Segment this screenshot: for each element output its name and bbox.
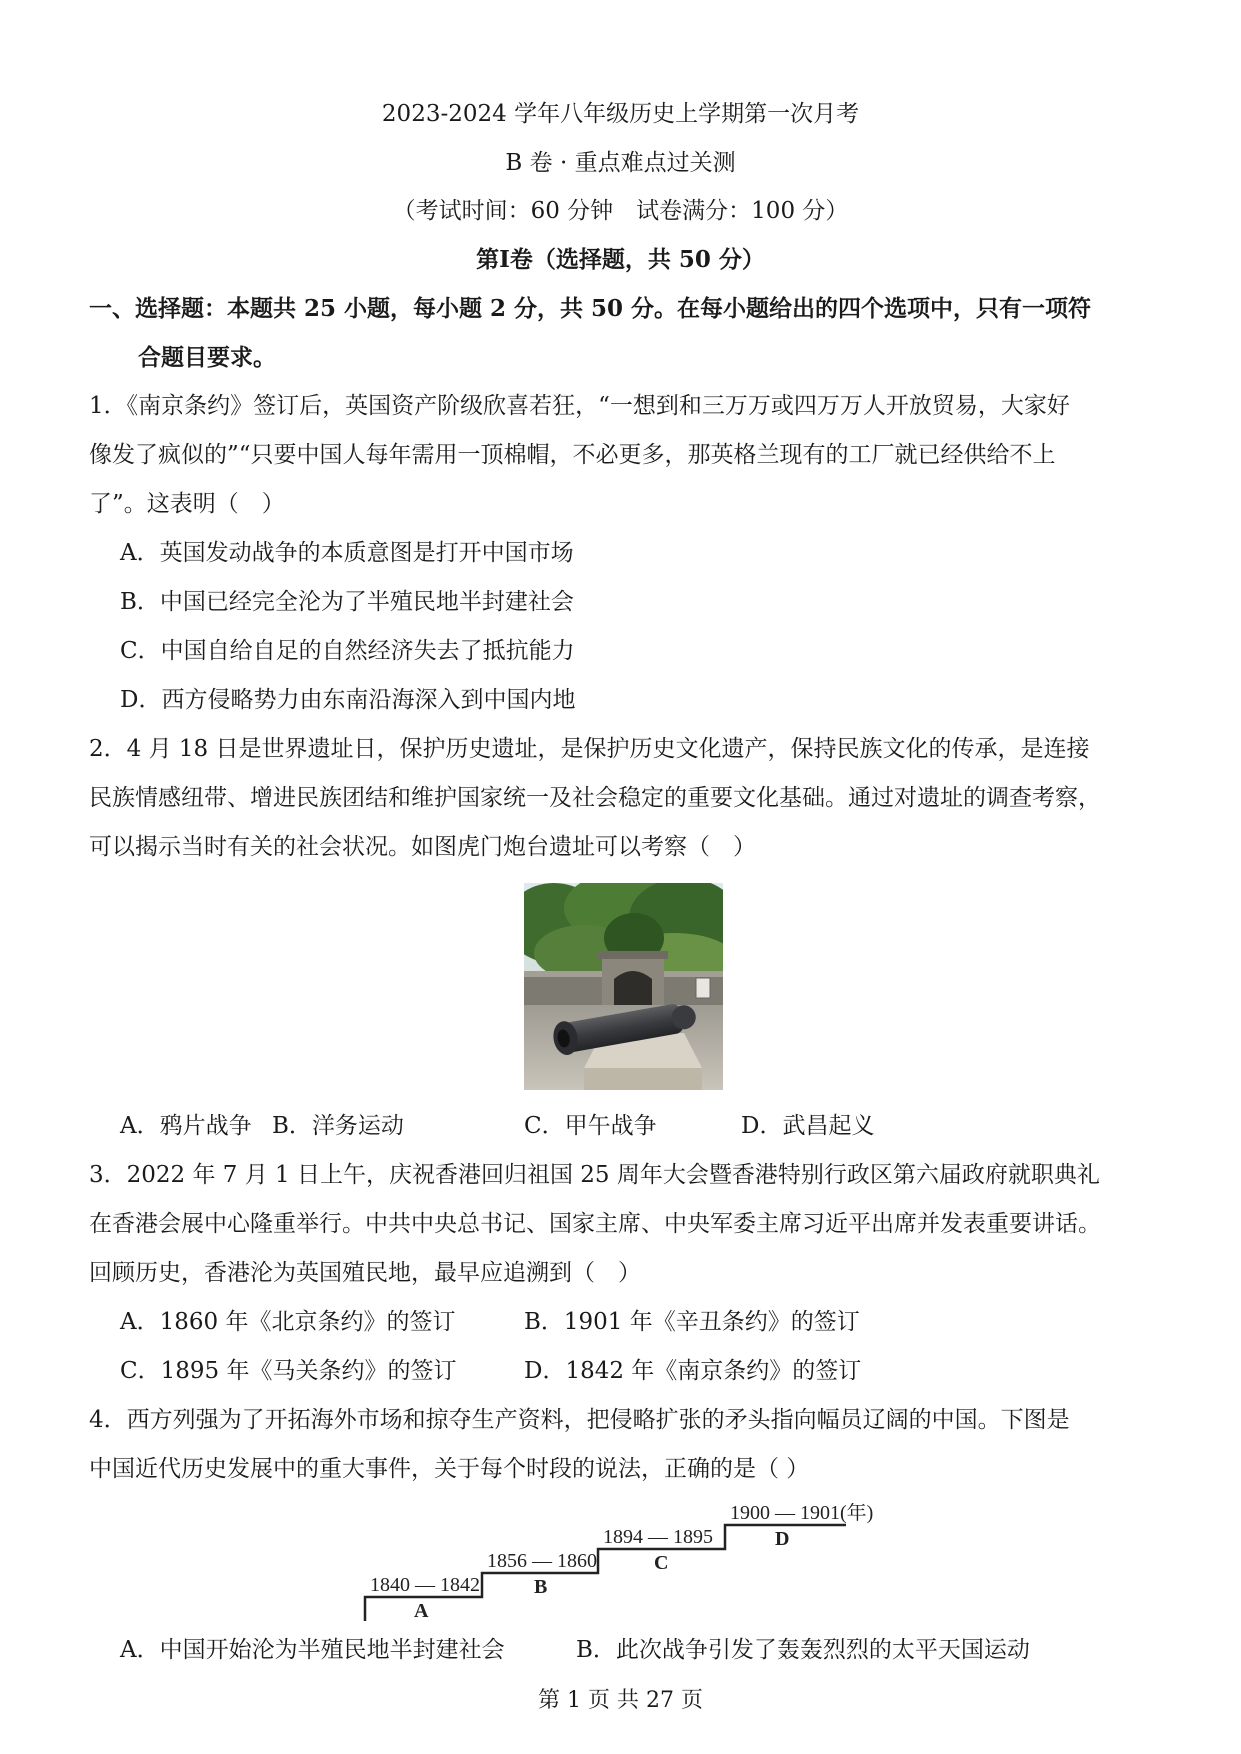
question-3-option-b[interactable]: B．1901 年《辛丑条约》的签订 [524,1309,860,1335]
section-title: 第Ⅰ卷（选择题，共 50 分） [476,246,765,273]
timeline-letter-b: B [534,1576,548,1598]
question-1-line-2: 像发了疯似的”“只要中国人每年需用一顶棉帽，不必更多，那英格兰现有的工厂就已经供给不上 [89,442,1056,468]
timeline-letter-c: C [654,1552,669,1574]
timeline-range-c: 1894 — 1895 [603,1526,713,1548]
question-2-option-d[interactable]: D．武昌起义 [741,1113,875,1139]
cannon-illustration [524,883,723,1090]
question-3-line-1: 3．2022 年 7 月 1 日上午，庆祝香港回归祖国 25 周年大会暨香港特别行政区第六届政府就职典礼 [89,1162,1100,1188]
question-4-line-2: 中国近代历史发展中的重大事件，关于每个时段的说法，正确的是（ ） [89,1456,810,1482]
exam-info: （考试时间：60 分钟 试卷满分：100 分） [392,198,849,224]
question-2-line-3: 可以揭示当时有关的社会状况。如图虎门炮台遗址可以考察（ ） [89,834,756,860]
timeline-range-a: 1840 — 1842 [370,1574,480,1596]
page-number: 第 1 页 共 27 页 [538,1688,703,1713]
timeline-range-d: 1900 — 1901 [730,1503,840,1524]
question-1-option-a[interactable]: A．英国发动战争的本质意图是打开中国市场 [120,540,574,566]
exam-title: 2023-2024 学年八年级历史上学期第一次月考 [381,101,860,127]
exam-subtitle: B 卷 · 重点难点过关测 [505,150,736,176]
question-3-option-c[interactable]: C．1895 年《马关条约》的签订 [120,1358,457,1384]
timeline-unit: (年) [840,1503,874,1524]
history-timeline [362,1503,902,1623]
question-2-option-c[interactable]: C．甲午战争 [524,1113,657,1139]
timeline-letter-d: D [775,1528,790,1550]
question-3-option-d[interactable]: D．1842 年《南京条约》的签订 [524,1358,862,1384]
question-1-line-1: 1．《南京条约》签订后，英国资产阶级欣喜若狂，“一想到和三万万或四万万人开放贸易，大家好 [89,393,1070,419]
instructions-line-2: 合题目要求。 [138,344,276,371]
question-1-option-b[interactable]: B．中国已经完全沦为了半殖民地半封建社会 [120,589,574,615]
timeline-range-b: 1856 — 1860 [487,1550,597,1572]
question-4-option-a[interactable]: A．中国开始沦为半殖民地半封建社会 [120,1637,505,1663]
question-3-line-3: 回顾历史，香港沦为英国殖民地，最早应追溯到（ ） [89,1260,641,1286]
question-2-line-1: 2．4 月 18 日是世界遗址日，保护历史遗址，是保护历史文化遗产，保持民族文化的传承，是连接 [89,736,1090,762]
timeline-letter-a: A [414,1600,429,1622]
humen-fort-photo [524,883,723,1090]
question-1-option-c[interactable]: C．中国自给自足的自然经济失去了抵抗能力 [120,638,575,664]
question-4-option-b[interactable]: B．此次战争引发了轰轰烈烈的太平天国运动 [576,1637,1030,1663]
question-2-option-a[interactable]: A．鸦片战争 [120,1113,252,1139]
question-3-line-2: 在香港会展中心隆重举行。中共中央总书记、国家主席、中央军委主席习近平出席并发表重要讲话。 [89,1211,1101,1237]
instructions-line-1: 一、选择题：本题共 25 小题，每小题 2 分，共 50 分。在每小题给出的四个选项中，只有一项符 [89,295,1092,322]
question-3-option-a[interactable]: A．1860 年《北京条约》的签订 [120,1309,456,1335]
question-2-option-b[interactable]: B．洋务运动 [272,1113,404,1139]
question-4-line-1: 4．西方列强为了开拓海外市场和掠夺生产资料，把侵略扩张的矛头指向幅员辽阔的中国。下图是 [89,1407,1070,1433]
question-1-line-3: 了”。这表明（ ） [89,491,285,517]
question-2-line-2: 民族情感纽带、增进民族团结和维护国家统一及社会稳定的重要文化基础。通过对遗址的调查考察， [89,785,1101,811]
question-1-option-d[interactable]: D．西方侵略势力由东南沿海深入到中国内地 [120,687,576,713]
